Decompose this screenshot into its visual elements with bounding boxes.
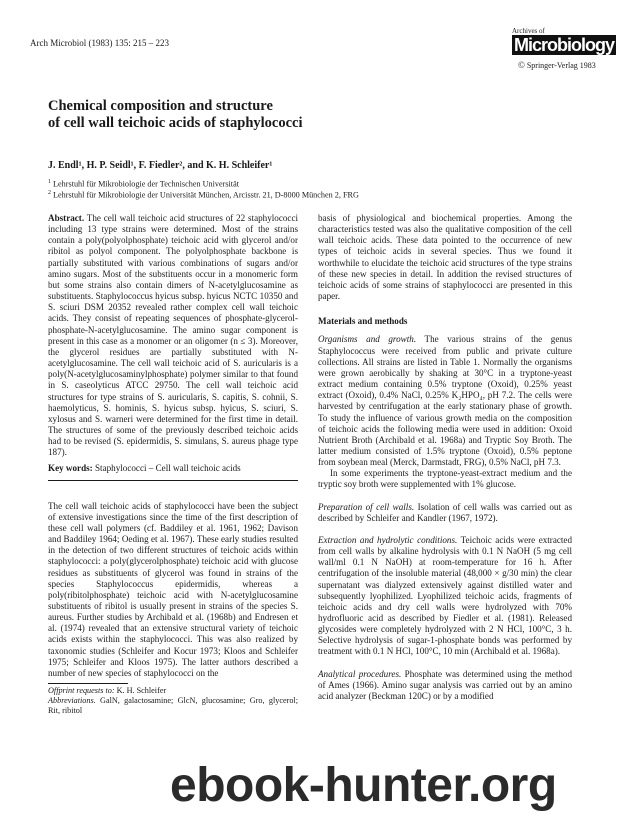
materials-methods-heading: Materials and methods — [318, 316, 408, 327]
affiliation-2 — [48, 190, 588, 200]
cell-wall-prep-paragraph — [318, 502, 572, 524]
organisms-label: Organisms and growth. — [318, 334, 417, 345]
abstract-label: Abstract. — [48, 213, 85, 223]
left-column — [48, 213, 298, 716]
extraction-label: Extraction and hydrolytic conditions. — [318, 534, 458, 545]
footnote-divider — [48, 683, 128, 684]
affiliation-2-text: Lehrstuhl für Mikrobiologie der Universität München, Arcisstr. 21, D-8000 München 2, FRG — [53, 190, 359, 200]
analytical-paragraph — [318, 669, 572, 702]
copyright-text: Springer-Verlag 1983 — [526, 61, 596, 70]
intro-continuation: basis of physiological and biochemical properties. Among the characteristics tested was also the qualitative composition of the cell wall teichoic acids. These data pointed to the occurrence of new types of teichoic acids in several species. Thus we found it worthwhile to elucidate the teichoic acid structures of the type strains of these new species in detail. In addition the revised structures of teichoic acids of some strains of staphylococci are presented in this paper. — [318, 213, 572, 302]
article-title-line-1: Chemical composition and structure — [48, 98, 273, 114]
footnote-offprint-label: Offprint requests to: — [48, 686, 115, 696]
journal-logo-title: Microbiology — [514, 35, 614, 55]
affiliation-2-mark: 2 — [48, 190, 51, 196]
footnote-abbreviations-text: GalN, galactosamine; GlcN, glucosamine; Gro, glycerol; Rit, ribitol — [48, 696, 298, 716]
organisms-paragraph — [318, 334, 572, 468]
cell-wall-prep-label: Preparation of cell walls. — [318, 501, 415, 512]
affiliation-1-mark: 1 — [48, 179, 51, 185]
keywords-text: Staphylococci – Cell wall teichoic acids — [95, 463, 241, 474]
copyright-symbol: © — [518, 60, 525, 70]
affiliation-1-text: Lehrstuhl für Mikrobiologie der Technischen Universität — [53, 179, 239, 189]
abstract — [48, 213, 298, 458]
abstract-text: The cell wall teichoic acid structures of 22 staphylococci including 13 type strains were determined. Most of the strains contain a poly(polyolphosphate) teichoic acid with glycerol and/or ribitol as polyol component. The polyolphosphate backbone is partially substituted with various combinations of sugars and/or amino sugars. Most of the substituents occur in a monomeric form but some strains also contain dimers of N-acetylglucosamine as substituents. Staphylococcus hyicus subsp. hyicus NCTC 10350 and S. sciuri DSM 20352 revealed rather complex cell wall teichoic acids. They consist of repeating sequences of phosphate-glycerol-phosphate-N-acetylglucosamine. The amino sugar component is present in this case as a monomer or an oligomer (n ≤ 3). Moreover, the glycerol residues are partially substituted with N-acetylglucosamine. The cell wall teichoic acid of S. auricularis is a poly(N-acetylglucosaminylphosphate) polymer similar to that found in S. caseolyticus ATCC 29750. The cell wall teichoic acid structures for type strains of S. auricularis, S. capitis, S. cohnii, S. haemolyticus, S. hominis, S. hyicus subsp. hyicus, S. sciuri, S. xylosus and S. warneri were determined for the first time in detail. The structures of some of the previously described teichoic acids had to be revised (S. epidermidis, S. simulans, S. aureus phage type 187). — [48, 213, 299, 458]
right-column — [318, 213, 572, 702]
copyright — [518, 60, 596, 70]
article-title — [48, 98, 468, 132]
extraction-text: Teichoic acids were extracted from cell walls by alkaline hydrolysis with 0.1 N NaOH (5 mg cell wall/ml 0.1 N NaOH) at room-temperature for 16 h. After centrifugation of the insoluble material (48,000 × g/30 min) the clear supernatant was dialyzed extensively against distilled water and subsequently lyophilized. Lyophilized teichoic acids, fragments of teichoic acids and dry cell walls were hydrolyzed with 70% hydrofluoric acid as described by Fiedler et al. (1981). Released glycosides were completely hydrolyzed with 2 N HCl, 100°C, 3 h. Selective hydrolysis of sugar-1-phosphate bonds was performed by treatment with 0.1 N HCl, 100°C, 10 min (Archibald et al. 1968a). — [318, 534, 573, 657]
footnote-abbreviations-label: Abbreviations. — [48, 696, 96, 706]
footnote-abbreviations — [48, 696, 298, 716]
keywords — [48, 463, 298, 474]
introduction-text: The cell wall teichoic acids of staphylococci have been the subject of extensive investigations since the time of the first description of these cell wall polymers (cf. Baddiley et al. 1961, 1962; Davison and Baddiley 1964; Oeding et al. 1967). These early studies resulted in the detection of two different structures of teichoic acids within staphylococci: a poly(glycerolphosphate) teichoic acid with glucose residues as substituents of glycerol was found in strains of the species Staphylococcus epidermidis, whereas a poly(ribitolphosphate) teichoic acid with N-acetylglucosamine substituents of ribitol is usually present in strains of the species S. aureus. Further studies by Archibald et al. (1968b) and Endresen et al. (1974) revealed that an extensive structural variety of teichoic acids exists within the staphylococci. This was also realized by taxonomic studies (Schleifer and Kocur 1973; Kloos and Schleifer 1975; Schleifer and Kloos 1975). The latter authors described a number of new species of staphylococci on the — [48, 500, 298, 678]
cell-wall-prep-text: Isolation of cell walls was carried out as described by Schleifer and Kandler (1967, 1972). — [318, 501, 572, 523]
footnote-offprint-name: K. H. Schleifer — [116, 686, 167, 696]
footnote-offprint — [48, 686, 298, 696]
organisms-paragraph-2: In some experiments the tryptone-yeast-extract medium and the tryptic soy broth were supplemented with 1% glucose. — [318, 468, 572, 490]
journal-logo — [512, 27, 614, 56]
watermark: ebook-hunter.org — [170, 759, 557, 812]
keywords-label: Key words: — [48, 463, 93, 474]
analytical-text: Phosphate was determined using the method of Ames (1966). Amino sugar analysis was carried out by an amino acid analyzer (Beckman 120C) or by a modified — [318, 668, 572, 701]
authors: J. Endl¹, H. P. Seidl¹, F. Fiedler², and K. H. Schleifer¹ — [48, 160, 273, 171]
journal-logo-small-text: Archives of — [512, 27, 545, 35]
article-title-line-2: of cell wall teichoic acids of staphylococci — [48, 115, 303, 131]
affiliation-1 — [48, 179, 588, 189]
extraction-paragraph — [318, 535, 572, 658]
journal-citation: Arch Microbiol (1983) 135: 215 – 223 — [30, 38, 169, 48]
analytical-label: Analytical procedures. — [318, 668, 402, 679]
organisms-text: The various strains of the genus Staphylococcus were received from public and private culture collections. All strains are listed in Table 1. Normally the organisms were grown aerobically by shaking at 30°C in a tryptone-yeast extract medium containing 0.5% tryptone (Oxoid), 0.25% yeast extract (Oxoid), 0.4% NaCl, 0.25% K₂HPO₄, pH 7.2. The cells were harvested by centrifugation at the early stationary phase of growth. To study the influence of various growth media on the composition of teichoic acids the following media were used in addition: Oxoid Nutrient Broth (Archibald et al. 1968a) and Tryptic Soy Broth. The latter medium consisted of 1.5% tryptone (Oxoid), 0.5% peptone from soybean meal (Merck, Darmstadt, FRG), 0.5% NaCl, pH 7.3. — [318, 334, 573, 468]
